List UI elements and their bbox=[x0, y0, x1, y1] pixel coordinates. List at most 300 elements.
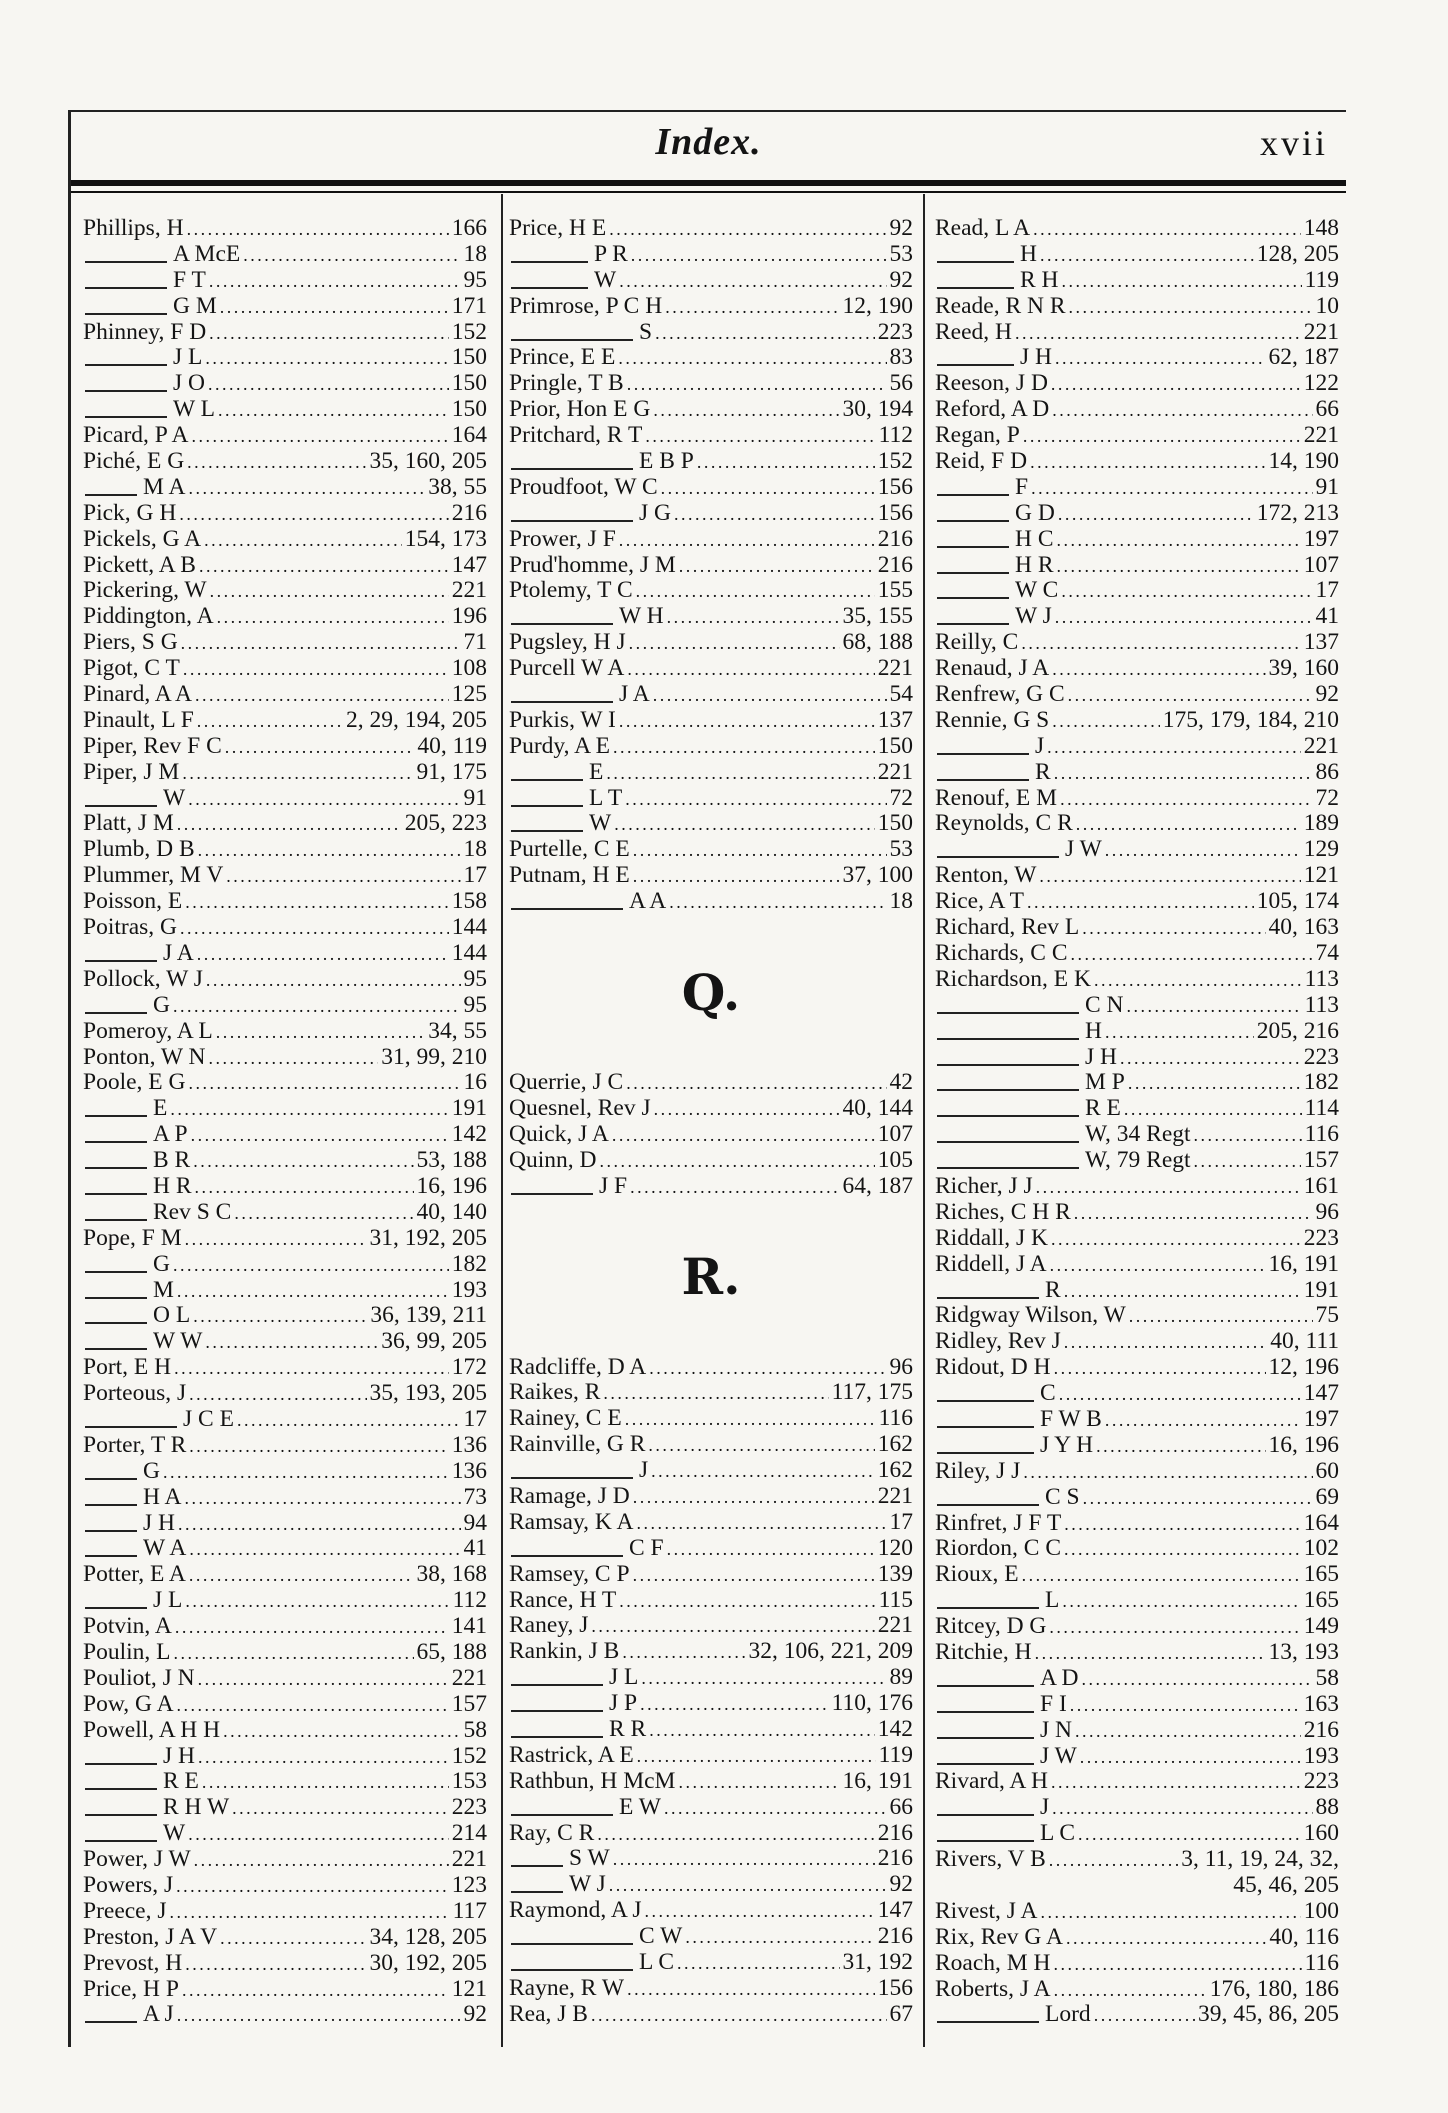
index-entry bbox=[509, 1588, 913, 1614]
dot-leader bbox=[210, 578, 449, 605]
index-entry bbox=[935, 268, 1339, 294]
index-entry bbox=[935, 1744, 1339, 1770]
index-entry bbox=[935, 1148, 1339, 1174]
entry-name: Purcell W A bbox=[509, 655, 625, 682]
index-entry bbox=[509, 1432, 913, 1458]
entry-pages: 35, 193, 205 bbox=[369, 1380, 487, 1407]
dot-leader bbox=[209, 1045, 379, 1072]
dot-leader bbox=[627, 1976, 875, 2003]
index-entry bbox=[935, 501, 1339, 527]
dot-leader bbox=[1070, 1692, 1301, 1719]
dot-leader bbox=[217, 604, 449, 631]
dot-leader bbox=[678, 1769, 839, 1796]
dot-leader bbox=[189, 1433, 448, 1460]
index-entry bbox=[83, 475, 487, 501]
entry-pages: 40, 163 bbox=[1268, 914, 1339, 941]
entry-pages: 223 bbox=[1303, 1768, 1339, 1795]
dot-leader bbox=[1068, 682, 1313, 709]
entry-pages: 156 bbox=[877, 473, 913, 500]
index-entry bbox=[935, 1459, 1339, 1485]
index-entry bbox=[509, 1821, 913, 1847]
entry-name: Price, H P bbox=[83, 1975, 179, 2002]
dot-leader bbox=[1082, 915, 1265, 942]
entry-pages: 17 bbox=[463, 1405, 487, 1432]
index-entry bbox=[83, 242, 487, 268]
index-entry bbox=[509, 1406, 913, 1432]
dot-leader bbox=[1069, 294, 1313, 321]
index-entry bbox=[935, 1692, 1339, 1718]
entry-name: Pigot, C T bbox=[83, 655, 180, 682]
entry-name: Riddall, J K bbox=[935, 1224, 1048, 1251]
entry-pages: 189 bbox=[1303, 810, 1339, 837]
dot-leader bbox=[185, 1951, 366, 1978]
entry-name: E bbox=[589, 758, 604, 785]
entry-name: Piper, J M bbox=[83, 758, 180, 785]
index-entry bbox=[83, 1951, 487, 1977]
index-entry bbox=[83, 1899, 487, 1925]
dot-leader bbox=[1052, 1795, 1312, 1822]
entry-pages: 223 bbox=[877, 318, 913, 345]
entry-pages: 86 bbox=[1315, 758, 1339, 785]
entry-name: Ritcey, D G bbox=[935, 1613, 1047, 1640]
dot-leader bbox=[649, 1355, 886, 1382]
entry-pages: 193 bbox=[451, 1276, 487, 1303]
entry-pages: 139 bbox=[877, 1560, 913, 1587]
index-entry bbox=[509, 1743, 913, 1769]
entry-name: Rice, A T bbox=[935, 888, 1024, 915]
entry-name: R R bbox=[609, 1715, 647, 1742]
entry-name: J L bbox=[609, 1664, 639, 1691]
entry-name: Pick, G H bbox=[83, 499, 177, 526]
entry-pages: 157 bbox=[451, 1690, 487, 1717]
entry-name: W J bbox=[569, 1871, 606, 1898]
index-entry bbox=[509, 397, 913, 423]
entry-pages: 34, 128, 205 bbox=[369, 1923, 487, 1950]
entry-pages: 216 bbox=[451, 499, 487, 526]
entry-name: Poulin, L bbox=[83, 1638, 171, 1665]
dot-leader bbox=[163, 1459, 449, 1486]
entry-pages: 142 bbox=[451, 1121, 487, 1148]
entry-pages: 113 bbox=[1304, 965, 1339, 992]
entry-pages: 94 bbox=[463, 1509, 487, 1536]
dot-leader bbox=[1055, 345, 1266, 372]
entry-name: R bbox=[1035, 758, 1051, 785]
entry-pages: 72 bbox=[889, 784, 913, 811]
index-entry bbox=[83, 889, 487, 915]
index-entry bbox=[83, 915, 487, 941]
index-entry bbox=[935, 1614, 1339, 1640]
entry-pages: 65, 188 bbox=[416, 1638, 487, 1665]
entry-name: W C bbox=[1015, 577, 1059, 604]
entry-name: Riddell, J A bbox=[935, 1250, 1047, 1277]
index-entry bbox=[935, 630, 1339, 656]
index-entry bbox=[509, 1769, 913, 1795]
entry-name: S W bbox=[569, 1845, 610, 1872]
entry-pages: 221 bbox=[1303, 318, 1339, 345]
dot-leader bbox=[633, 863, 840, 890]
index-entry bbox=[509, 1846, 913, 1872]
dot-leader bbox=[193, 1303, 367, 1330]
entry-pages: 141 bbox=[451, 1613, 487, 1640]
index-entry bbox=[935, 1278, 1339, 1304]
dot-leader bbox=[630, 1174, 839, 1201]
entry-pages: 216 bbox=[877, 525, 913, 552]
index-entry bbox=[83, 1562, 487, 1588]
entry-name: Pickett, A B bbox=[83, 551, 196, 578]
dot-leader bbox=[209, 268, 461, 295]
entry-name: L bbox=[1045, 1587, 1060, 1614]
dot-leader bbox=[1124, 1096, 1302, 1123]
entry-name: Phillips, H bbox=[83, 215, 184, 241]
dot-leader bbox=[609, 216, 886, 243]
dot-leader bbox=[1055, 604, 1313, 631]
index-entry bbox=[83, 2002, 487, 2028]
entry-name: A D bbox=[1040, 1664, 1079, 1691]
dot-leader bbox=[1049, 1614, 1300, 1641]
entry-pages: 16, 196 bbox=[416, 1172, 487, 1199]
entry-pages: 92 bbox=[889, 1871, 913, 1898]
entry-pages: 121 bbox=[451, 1975, 487, 2002]
dot-leader bbox=[209, 320, 449, 347]
entry-name: Rivest, J A bbox=[935, 1897, 1038, 1924]
index-entry bbox=[509, 1380, 913, 1406]
entry-name: Renfrew, G C bbox=[935, 681, 1065, 708]
entry-pages: 18 bbox=[463, 240, 487, 267]
dot-leader bbox=[1057, 527, 1301, 554]
dot-leader bbox=[1050, 1252, 1266, 1279]
index-entry bbox=[509, 216, 913, 242]
dot-leader bbox=[653, 397, 839, 424]
index-entry bbox=[935, 578, 1339, 604]
entry-name: G bbox=[143, 1457, 160, 1484]
index-entry bbox=[509, 1458, 913, 1484]
index-entry bbox=[83, 423, 487, 449]
entry-pages: 92 bbox=[463, 2001, 487, 2028]
dot-leader bbox=[625, 1406, 876, 1433]
index-entry bbox=[83, 1769, 487, 1795]
dot-leader bbox=[1041, 1899, 1301, 1926]
entry-name: Richer, J J bbox=[935, 1172, 1033, 1199]
dot-leader bbox=[599, 1148, 874, 1175]
dot-leader bbox=[178, 1511, 461, 1538]
entry-name: Piddington, A bbox=[83, 603, 214, 630]
index-entry bbox=[509, 1484, 913, 1510]
index-entry bbox=[83, 578, 487, 604]
entry-pages: 89 bbox=[889, 1664, 913, 1691]
entry-pages: 123 bbox=[451, 1872, 487, 1898]
index-entry bbox=[83, 941, 487, 967]
entry-pages: 30, 194 bbox=[842, 396, 913, 423]
dot-leader bbox=[177, 1278, 449, 1305]
dot-leader bbox=[648, 1432, 874, 1459]
entry-name: Roberts, J A bbox=[935, 1975, 1051, 2002]
dot-leader bbox=[182, 760, 413, 787]
entry-name: L C bbox=[1040, 1820, 1076, 1847]
entry-name: R H bbox=[1020, 266, 1059, 293]
index-entry bbox=[83, 1355, 487, 1381]
dot-leader bbox=[667, 604, 840, 631]
index-entry bbox=[83, 604, 487, 630]
dot-leader bbox=[188, 786, 460, 813]
index-entry bbox=[509, 1950, 913, 1976]
dot-leader bbox=[629, 630, 840, 657]
entry-name: Rance, H T bbox=[509, 1586, 617, 1613]
column-divider bbox=[923, 194, 925, 2047]
entry-name: W H bbox=[619, 603, 664, 630]
index-entry bbox=[83, 708, 487, 734]
dot-leader bbox=[667, 1536, 875, 1563]
entry-name: W bbox=[163, 1820, 186, 1847]
dot-leader bbox=[176, 1873, 449, 1900]
dot-leader bbox=[614, 811, 875, 838]
entry-pages: 72 bbox=[1315, 784, 1339, 811]
index-entry bbox=[509, 294, 913, 320]
entry-pages: 119 bbox=[1304, 266, 1339, 293]
entry-name: Pinard, A A bbox=[83, 681, 193, 708]
entry-pages: 113 bbox=[1304, 991, 1339, 1018]
dot-leader bbox=[1127, 993, 1302, 1020]
dot-leader bbox=[195, 682, 449, 709]
entry-name: J C E bbox=[183, 1405, 234, 1432]
entry-name: C N bbox=[1085, 991, 1124, 1018]
index-entry bbox=[509, 527, 913, 553]
index-entry bbox=[83, 1200, 487, 1226]
dot-leader bbox=[1080, 1744, 1301, 1771]
index-column-2 bbox=[509, 216, 913, 2028]
entry-pages: 112 bbox=[452, 1587, 487, 1614]
index-entry bbox=[509, 1070, 913, 1096]
dot-leader bbox=[633, 837, 887, 864]
entry-name: R bbox=[1045, 1276, 1061, 1303]
index-entry bbox=[935, 320, 1339, 346]
index-entry bbox=[935, 1433, 1339, 1459]
entry-pages: 165 bbox=[1303, 1587, 1339, 1614]
entry-pages: 17 bbox=[463, 862, 487, 889]
index-entry bbox=[509, 320, 913, 346]
entry-pages: 176, 180, 186 bbox=[1209, 1975, 1339, 2002]
index-entry bbox=[509, 1639, 913, 1665]
entry-name: J A bbox=[619, 681, 650, 708]
index-entry bbox=[935, 656, 1339, 682]
entry-pages: 64, 187 bbox=[842, 1172, 913, 1199]
index-entry bbox=[935, 1873, 1339, 1899]
index-entry bbox=[509, 682, 913, 708]
entry-pages: 191 bbox=[1303, 1276, 1339, 1303]
dot-leader bbox=[627, 656, 874, 683]
entry-pages: 40, 116 bbox=[1269, 1923, 1339, 1950]
entry-name: Richardson, E K bbox=[935, 965, 1091, 992]
entry-name: C bbox=[1040, 1380, 1056, 1407]
index-entry bbox=[935, 397, 1339, 423]
dot-leader bbox=[1062, 268, 1302, 295]
index-entry bbox=[83, 1485, 487, 1511]
entry-name: Plummer, M V bbox=[83, 862, 224, 889]
entry-name: Querrie, J C bbox=[509, 1069, 624, 1096]
index-entry bbox=[935, 760, 1339, 786]
index-entry bbox=[935, 1511, 1339, 1537]
entry-pages: 105 bbox=[877, 1146, 913, 1173]
index-entry bbox=[83, 630, 487, 656]
entry-pages: 147 bbox=[1303, 1380, 1339, 1407]
index-entry bbox=[83, 449, 487, 475]
entry-pages: 147 bbox=[877, 1897, 913, 1924]
entry-pages: 191 bbox=[451, 1095, 487, 1122]
entry-pages: 172 bbox=[451, 1354, 487, 1381]
entry-pages: 40, 111 bbox=[1270, 1328, 1339, 1355]
entry-name: Potter, E A bbox=[83, 1561, 186, 1588]
dot-leader bbox=[204, 527, 402, 554]
entry-pages: 154, 173 bbox=[404, 525, 487, 552]
index-entry bbox=[83, 294, 487, 320]
dot-leader bbox=[613, 734, 875, 761]
dot-leader bbox=[185, 1485, 461, 1512]
entry-pages: 62, 187 bbox=[1268, 344, 1339, 371]
entry-pages: 95 bbox=[463, 991, 487, 1018]
dot-leader bbox=[1033, 216, 1301, 243]
entry-name: W A bbox=[143, 1535, 187, 1562]
entry-pages: 40, 144 bbox=[842, 1094, 913, 1121]
index-entry bbox=[509, 475, 913, 501]
entry-name: Ridley, Rev J bbox=[935, 1328, 1061, 1355]
entry-pages: 58 bbox=[1315, 1664, 1339, 1691]
dot-leader bbox=[173, 1640, 413, 1667]
dot-leader bbox=[1075, 1718, 1301, 1745]
dot-leader bbox=[198, 837, 461, 864]
entry-pages: 221 bbox=[877, 655, 913, 682]
index-entry bbox=[509, 1510, 913, 1536]
entry-name: Quinn, D bbox=[509, 1146, 597, 1173]
index-entry bbox=[83, 1536, 487, 1562]
dot-leader bbox=[1023, 1459, 1312, 1486]
entry-name: Poisson, E bbox=[83, 888, 183, 915]
index-entry bbox=[509, 268, 913, 294]
entry-name: Pickering, W bbox=[83, 577, 207, 604]
entry-pages: 68, 188 bbox=[842, 629, 913, 656]
entry-name: Renouf, E M bbox=[935, 784, 1058, 811]
dot-leader bbox=[189, 1381, 366, 1408]
entry-name: A J bbox=[143, 2001, 174, 2028]
entry-pages: 45, 46, 205 bbox=[1233, 1872, 1339, 1898]
dot-leader bbox=[591, 1613, 874, 1640]
index-entry bbox=[83, 553, 487, 579]
dot-leader bbox=[653, 682, 887, 709]
index-entry bbox=[509, 1174, 913, 1200]
index-entry bbox=[935, 1252, 1339, 1278]
index-entry bbox=[935, 889, 1339, 915]
dot-leader bbox=[1015, 320, 1301, 347]
dot-leader bbox=[175, 1614, 449, 1641]
entry-name: H R bbox=[1015, 551, 1054, 578]
index-entry bbox=[935, 1666, 1339, 1692]
index-entry bbox=[83, 993, 487, 1019]
dot-leader bbox=[188, 1821, 449, 1848]
entry-name: Piers, S G bbox=[83, 629, 178, 656]
entry-pages: 30, 192, 205 bbox=[369, 1949, 487, 1976]
entry-pages: 53 bbox=[889, 240, 913, 267]
entry-name: H A bbox=[143, 1483, 182, 1510]
entry-name: Ramsey, C P bbox=[509, 1560, 630, 1587]
entry-pages: 37, 100 bbox=[842, 862, 913, 889]
entry-name: Ramsay, K A bbox=[509, 1508, 634, 1535]
dot-leader bbox=[1078, 1821, 1301, 1848]
dot-leader bbox=[237, 1407, 461, 1434]
index-entry bbox=[509, 656, 913, 682]
dot-leader bbox=[1040, 242, 1254, 269]
entry-pages: 155 bbox=[877, 577, 913, 604]
dot-leader bbox=[1047, 734, 1301, 761]
entry-pages: 156 bbox=[877, 499, 913, 526]
entry-pages: 164 bbox=[451, 422, 487, 449]
dot-leader bbox=[199, 553, 449, 580]
entry-pages: 66 bbox=[1315, 396, 1339, 423]
entry-pages: 100 bbox=[1303, 1897, 1339, 1924]
entry-pages: 83 bbox=[889, 344, 913, 371]
entry-name: Pow, G A bbox=[83, 1690, 174, 1717]
index-entry bbox=[935, 527, 1339, 553]
entry-name: Poole, E G bbox=[83, 1069, 186, 1096]
dot-leader bbox=[205, 1329, 378, 1356]
entry-name: J F bbox=[599, 1172, 628, 1199]
index-entry bbox=[935, 1795, 1339, 1821]
page-number: xvii bbox=[1259, 123, 1328, 163]
entry-pages: 114 bbox=[1304, 1095, 1339, 1122]
entry-pages: 41 bbox=[1315, 603, 1339, 630]
entry-pages: 69 bbox=[1315, 1483, 1339, 1510]
index-entry bbox=[83, 320, 487, 346]
entry-name: Rayne, R W bbox=[509, 1974, 625, 2001]
index-entry bbox=[509, 786, 913, 812]
entry-pages: 119 bbox=[878, 1741, 913, 1768]
entry-name: Rea, J B bbox=[509, 2000, 588, 2027]
entry-pages: 150 bbox=[451, 396, 487, 423]
index-entry bbox=[509, 811, 913, 837]
dot-leader bbox=[612, 1122, 875, 1149]
index-entry bbox=[935, 811, 1339, 837]
index-page bbox=[68, 110, 1346, 2047]
index-entry bbox=[509, 1613, 913, 1639]
dot-leader bbox=[1051, 371, 1301, 398]
entry-name: Proudfoot, W C bbox=[509, 473, 658, 500]
index-entry bbox=[509, 1898, 913, 1924]
dot-leader bbox=[1083, 1485, 1313, 1512]
index-entry bbox=[935, 734, 1339, 760]
entry-name: Ramage, J D bbox=[509, 1482, 630, 1509]
index-entry bbox=[935, 1588, 1339, 1614]
dot-leader bbox=[1194, 1122, 1302, 1149]
entry-pages: 223 bbox=[1303, 1043, 1339, 1070]
entry-pages: 162 bbox=[877, 1457, 913, 1484]
dot-leader bbox=[597, 1821, 874, 1848]
entry-pages: 110, 176 bbox=[831, 1690, 913, 1717]
entry-pages: 216 bbox=[877, 1923, 913, 1950]
entry-name: Rivard, A H bbox=[935, 1768, 1048, 1795]
dot-leader bbox=[636, 1510, 886, 1537]
entry-pages: 88 bbox=[1315, 1794, 1339, 1821]
entry-pages: 216 bbox=[877, 1819, 913, 1846]
entry-name: Rainville, G R bbox=[509, 1431, 646, 1458]
dot-leader bbox=[661, 475, 875, 502]
section-letter-q: Q. bbox=[681, 962, 741, 1022]
dot-leader bbox=[197, 941, 449, 968]
entry-name: J G bbox=[639, 499, 671, 526]
dot-leader bbox=[220, 1925, 366, 1952]
entry-pages: 214 bbox=[451, 1820, 487, 1847]
index-entry bbox=[935, 967, 1339, 993]
index-entry bbox=[509, 760, 913, 786]
entry-name: Reade, R N R bbox=[935, 292, 1066, 319]
entry-name: W, 79 Regt bbox=[1085, 1147, 1191, 1174]
dot-leader bbox=[1064, 1278, 1301, 1305]
